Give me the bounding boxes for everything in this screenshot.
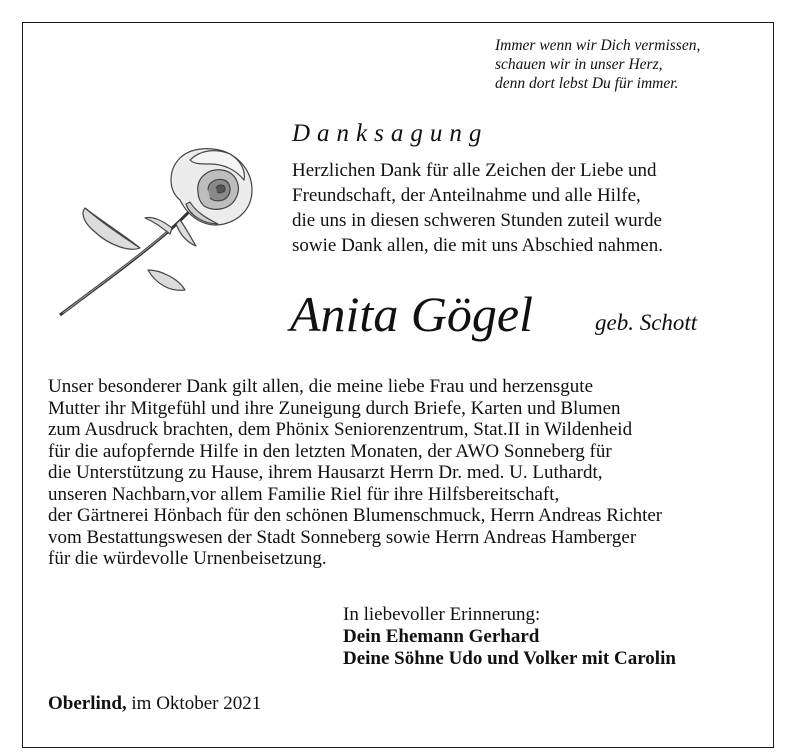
body-line: der Gärtnerei Hönbach für den schönen Blumenschmuck, Herrn Andreas Richter xyxy=(48,505,663,526)
rose-icon xyxy=(40,120,280,330)
place-date xyxy=(48,693,261,715)
body-line: vom Bestattungswesen der Stadt Sonneberg sowie Herrn Andreas Hamberger xyxy=(48,526,637,548)
deceased-name: Anita Gögel xyxy=(290,286,534,342)
motto-quote xyxy=(495,36,765,93)
place-name: Oberlind, xyxy=(48,693,127,714)
maiden-name: geb. Schott xyxy=(595,310,698,335)
body-line: die Unterstützung zu Hause, ihrem Hausarzt Herrn Dr. med. U. Luthardt, xyxy=(48,462,603,483)
thanks-line: Herzlichen Dank für alle Zeichen der Liebe und xyxy=(292,160,657,181)
signature-block xyxy=(343,604,763,670)
thanks-line: sowie Dank allen, die mit uns Abschied nahmen. xyxy=(292,235,663,256)
heading-danksagung: Danksagung xyxy=(292,120,489,147)
motto-line: schauen wir in unser Herz, xyxy=(495,56,663,73)
body-line: für die aufopfernde Hilfe in den letzten Monaten, der AWO Sonneberg für xyxy=(48,440,612,462)
signature-line: Dein Ehemann Gerhard xyxy=(343,626,540,647)
signature-line: Deine Söhne Udo und Volker mit Carolin xyxy=(343,648,676,669)
date-text: im Oktober 2021 xyxy=(131,693,262,714)
body-paragraph xyxy=(48,376,768,570)
motto-line: Immer wenn wir Dich vermissen, xyxy=(495,37,701,54)
body-line: unseren Nachbarn,vor allem Familie Riel für ihre Hilfsbereitschaft, xyxy=(48,483,560,505)
body-line: Mutter ihr Mitgefühl und ihre Zuneigung durch Briefe, Karten und Blumen xyxy=(48,397,621,419)
body-line: Unser besonderer Dank gilt allen, die meine liebe Frau und herzensgute xyxy=(48,376,594,397)
motto-line: denn dort lebst Du für immer. xyxy=(495,75,679,92)
thanks-paragraph xyxy=(292,158,732,258)
signature-intro: In liebevoller Erinnerung: xyxy=(343,604,541,625)
body-line: für die würdevolle Urnenbeisetzung. xyxy=(48,548,327,569)
body-line: zum Ausdruck brachten, dem Phönix Seniorenzentrum, Stat.II in Wildenheid xyxy=(48,419,633,440)
thanks-line: Freundschaft, der Anteilnahme und alle Hilfe, xyxy=(292,185,641,206)
thanks-line: die uns in diesen schweren Stunden zuteil wurde xyxy=(292,210,662,231)
